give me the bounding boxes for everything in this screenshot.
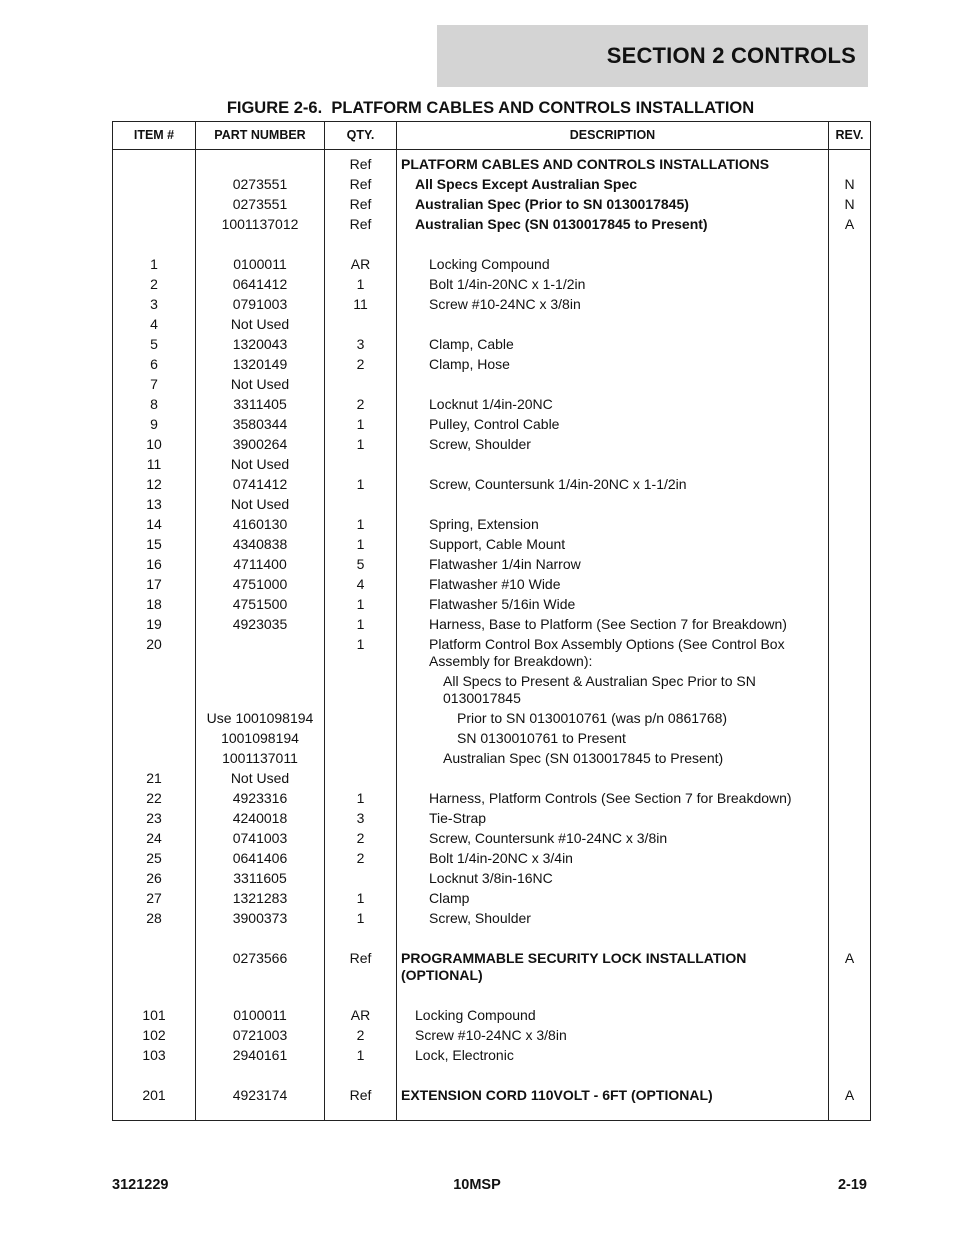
rev-cell	[829, 295, 871, 315]
part-number-cell: 4923316	[196, 789, 325, 809]
description-cell: SN 0130010761 to Present	[397, 729, 829, 749]
item-number-cell: 28	[113, 909, 196, 929]
description-cell	[397, 315, 829, 335]
qty-cell	[325, 375, 397, 395]
rev-cell	[829, 235, 871, 255]
part-number-cell: 0741412	[196, 475, 325, 495]
part-number-cell: 0641412	[196, 275, 325, 295]
part-number-cell: 3311605	[196, 869, 325, 889]
description-cell: Screw, Shoulder	[397, 909, 829, 929]
description-cell	[397, 235, 829, 255]
rev-cell	[829, 729, 871, 749]
qty-cell	[325, 1066, 397, 1086]
rev-cell	[829, 415, 871, 435]
table-row	[113, 215, 871, 235]
spacer-row	[113, 986, 871, 1006]
item-number-cell: 11	[113, 455, 196, 475]
table-row	[113, 555, 871, 575]
rev-cell	[829, 672, 871, 709]
part-number-cell: 2940161	[196, 1046, 325, 1066]
item-number-cell	[113, 986, 196, 1006]
rev-cell: A	[829, 215, 871, 235]
description-cell: All Specs Except Australian Spec	[397, 175, 829, 195]
item-number-cell: 12	[113, 475, 196, 495]
table-row	[113, 889, 871, 909]
item-number-cell: 8	[113, 395, 196, 415]
description-cell: Harness, Base to Platform (See Section 7 for Breakdown)	[397, 615, 829, 635]
rev-cell	[829, 749, 871, 769]
item-number-cell: 27	[113, 889, 196, 909]
qty-cell	[325, 986, 397, 1006]
table-row	[113, 829, 871, 849]
rev-cell	[829, 849, 871, 869]
part-number-cell: 0641406	[196, 849, 325, 869]
rev-cell: N	[829, 195, 871, 215]
footer-model: 10MSP	[453, 1177, 501, 1193]
table-row	[113, 455, 871, 475]
description-cell	[397, 986, 829, 1006]
description-cell: Prior to SN 0130010761 (was p/n 0861768)	[397, 709, 829, 729]
footer-page-number: 2-19	[837, 1177, 867, 1193]
rev-cell	[829, 150, 871, 175]
part-number-cell: 1001137012	[196, 215, 325, 235]
qty-cell: 1	[325, 789, 397, 809]
description-cell: Lock, Electronic	[397, 1046, 829, 1066]
qty-cell: 2	[325, 1026, 397, 1046]
table-row	[113, 749, 871, 769]
table-row	[113, 769, 871, 789]
qty-cell: 3	[325, 809, 397, 829]
table-row	[113, 435, 871, 455]
description-cell: Pulley, Control Cable	[397, 415, 829, 435]
part-number-cell: Not Used	[196, 495, 325, 515]
description-cell: Australian Spec (SN 0130017845 to Present)	[397, 215, 829, 235]
description-cell: Tie-Strap	[397, 809, 829, 829]
item-number-cell	[113, 215, 196, 235]
rev-cell	[829, 1026, 871, 1046]
item-number-cell: 101	[113, 1006, 196, 1026]
description-cell: PLATFORM CABLES AND CONTROLS INSTALLATIONS	[397, 150, 829, 175]
qty-cell	[325, 929, 397, 949]
description-cell: Platform Control Box Assembly Options (See Control Box Assembly for Breakdown):	[397, 635, 829, 672]
item-number-cell: 26	[113, 869, 196, 889]
rev-cell	[829, 335, 871, 355]
description-cell: Support, Cable Mount	[397, 535, 829, 555]
qty-cell: Ref	[325, 175, 397, 195]
qty-cell: 1	[325, 909, 397, 929]
table-row	[113, 1086, 871, 1121]
part-number-cell: 0273566	[196, 949, 325, 986]
description-cell: Clamp, Cable	[397, 335, 829, 355]
part-number-cell: 0100011	[196, 1006, 325, 1026]
qty-cell: Ref	[325, 1086, 397, 1121]
qty-cell	[325, 729, 397, 749]
qty-cell: 1	[325, 275, 397, 295]
column-header-item: ITEM #	[113, 122, 196, 150]
item-number-cell	[113, 672, 196, 709]
item-number-cell: 17	[113, 575, 196, 595]
description-cell: Locking Compound	[397, 1006, 829, 1026]
qty-cell: 1	[325, 635, 397, 672]
section-title: SECTION 2 CONTROLS	[606, 43, 856, 68]
table-row	[113, 495, 871, 515]
rev-cell	[829, 355, 871, 375]
description-cell: PROGRAMMABLE SECURITY LOCK INSTALLATION (OPTIONAL)	[397, 949, 829, 986]
qty-cell: 1	[325, 595, 397, 615]
description-cell: Locknut 3/8in-16NC	[397, 869, 829, 889]
description-cell	[397, 769, 829, 789]
item-number-cell: 103	[113, 1046, 196, 1066]
description-cell	[397, 1066, 829, 1086]
rev-cell: A	[829, 949, 871, 986]
item-number-cell	[113, 1066, 196, 1086]
item-number-cell: 10	[113, 435, 196, 455]
part-number-cell: 3311405	[196, 395, 325, 415]
item-number-cell: 21	[113, 769, 196, 789]
qty-cell: 1	[325, 615, 397, 635]
rev-cell	[829, 375, 871, 395]
table-row	[113, 709, 871, 729]
description-cell: Flatwasher #10 Wide	[397, 575, 829, 595]
rev-cell	[829, 1046, 871, 1066]
qty-cell	[325, 495, 397, 515]
description-cell: EXTENSION CORD 110VOLT - 6FT (OPTIONAL)	[397, 1086, 829, 1121]
rev-cell	[829, 475, 871, 495]
part-number-cell: 1001137011	[196, 749, 325, 769]
part-number-cell: 1321283	[196, 889, 325, 909]
table-row	[113, 150, 871, 175]
item-number-cell: 23	[113, 809, 196, 829]
table-row	[113, 415, 871, 435]
part-number-cell: 4711400	[196, 555, 325, 575]
table-row	[113, 315, 871, 335]
qty-cell	[325, 235, 397, 255]
qty-cell: 2	[325, 829, 397, 849]
qty-cell: 3	[325, 335, 397, 355]
table-row	[113, 615, 871, 635]
footer-doc-number: 3121229	[112, 1177, 169, 1193]
table-row	[113, 949, 871, 986]
description-cell	[397, 929, 829, 949]
parts-table-body	[113, 150, 871, 1121]
item-number-cell: 201	[113, 1086, 196, 1121]
qty-cell	[325, 315, 397, 335]
description-cell: Screw #10-24NC x 3/8in	[397, 1026, 829, 1046]
rev-cell	[829, 1066, 871, 1086]
rev-cell	[829, 986, 871, 1006]
qty-cell: 2	[325, 395, 397, 415]
rev-cell	[829, 829, 871, 849]
qty-cell	[325, 709, 397, 729]
part-number-cell	[196, 150, 325, 175]
description-cell: Clamp, Hose	[397, 355, 829, 375]
rev-cell	[829, 889, 871, 909]
part-number-cell: 0791003	[196, 295, 325, 315]
table-row	[113, 672, 871, 709]
description-cell: Screw, Countersunk #10-24NC x 3/8in	[397, 829, 829, 849]
rev-cell	[829, 495, 871, 515]
rev-cell	[829, 555, 871, 575]
item-number-cell: 20	[113, 635, 196, 672]
item-number-cell: 14	[113, 515, 196, 535]
description-cell: Clamp	[397, 889, 829, 909]
table-row	[113, 729, 871, 749]
description-cell: Locking Compound	[397, 255, 829, 275]
table-row	[113, 789, 871, 809]
rev-cell: N	[829, 175, 871, 195]
rev-cell	[829, 809, 871, 829]
item-number-cell: 2	[113, 275, 196, 295]
part-number-cell: 4240018	[196, 809, 325, 829]
part-number-cell: 4923174	[196, 1086, 325, 1121]
spacer-row	[113, 235, 871, 255]
qty-cell: Ref	[325, 195, 397, 215]
rev-cell	[829, 615, 871, 635]
table-row	[113, 809, 871, 829]
column-header-part-number: PART NUMBER	[196, 122, 325, 150]
item-number-cell	[113, 150, 196, 175]
table-row	[113, 849, 871, 869]
description-cell: Spring, Extension	[397, 515, 829, 535]
part-number-cell	[196, 986, 325, 1006]
item-number-cell	[113, 729, 196, 749]
part-number-cell: 0273551	[196, 195, 325, 215]
qty-cell: 11	[325, 295, 397, 315]
description-cell: Screw, Shoulder	[397, 435, 829, 455]
table-row	[113, 395, 871, 415]
qty-cell: 1	[325, 1046, 397, 1066]
item-number-cell	[113, 709, 196, 729]
qty-cell	[325, 672, 397, 709]
description-cell: Screw, Countersunk 1/4in-20NC x 1-1/2in	[397, 475, 829, 495]
item-number-cell: 19	[113, 615, 196, 635]
description-cell: Australian Spec (SN 0130017845 to Present)	[397, 749, 829, 769]
table-row	[113, 375, 871, 395]
description-cell: Bolt 1/4in-20NC x 1-1/2in	[397, 275, 829, 295]
part-number-cell	[196, 1066, 325, 1086]
rev-cell	[829, 395, 871, 415]
item-number-cell: 25	[113, 849, 196, 869]
item-number-cell	[113, 235, 196, 255]
description-cell: Flatwasher 5/16in Wide	[397, 595, 829, 615]
qty-cell: 1	[325, 475, 397, 495]
item-number-cell: 7	[113, 375, 196, 395]
item-number-cell	[113, 929, 196, 949]
item-number-cell: 18	[113, 595, 196, 615]
item-number-cell: 102	[113, 1026, 196, 1046]
part-number-cell	[196, 929, 325, 949]
table-row	[113, 909, 871, 929]
table-row	[113, 595, 871, 615]
qty-cell	[325, 869, 397, 889]
qty-cell: AR	[325, 255, 397, 275]
part-number-cell: Not Used	[196, 375, 325, 395]
table-row	[113, 1026, 871, 1046]
item-number-cell: 13	[113, 495, 196, 515]
rev-cell	[829, 315, 871, 335]
part-number-cell: 0741003	[196, 829, 325, 849]
part-number-cell: 4923035	[196, 615, 325, 635]
description-cell: Bolt 1/4in-20NC x 3/4in	[397, 849, 829, 869]
qty-cell	[325, 749, 397, 769]
qty-cell: 1	[325, 435, 397, 455]
section-header	[437, 25, 868, 87]
qty-cell: 4	[325, 575, 397, 595]
rev-cell	[829, 1006, 871, 1026]
table-row	[113, 1046, 871, 1066]
qty-cell: 2	[325, 355, 397, 375]
rev-cell	[829, 255, 871, 275]
rev-cell	[829, 515, 871, 535]
item-number-cell: 3	[113, 295, 196, 315]
item-number-cell: 9	[113, 415, 196, 435]
qty-cell: 2	[325, 849, 397, 869]
part-number-cell: 1001098194	[196, 729, 325, 749]
item-number-cell	[113, 175, 196, 195]
description-cell: Screw #10-24NC x 3/8in	[397, 295, 829, 315]
table-row	[113, 175, 871, 195]
qty-cell: AR	[325, 1006, 397, 1026]
part-number-cell: 4751000	[196, 575, 325, 595]
part-number-cell: 3580344	[196, 415, 325, 435]
table-row	[113, 255, 871, 275]
spacer-row	[113, 929, 871, 949]
qty-cell: Ref	[325, 215, 397, 235]
table-row	[113, 575, 871, 595]
rev-cell: A	[829, 1086, 871, 1121]
rev-cell	[829, 435, 871, 455]
table-row	[113, 535, 871, 555]
item-number-cell: 15	[113, 535, 196, 555]
table-row	[113, 195, 871, 215]
part-number-cell: 3900264	[196, 435, 325, 455]
column-header-rev: REV.	[829, 122, 871, 150]
description-cell: All Specs to Present & Australian Spec Prior to SN 0130017845	[397, 672, 829, 709]
table-row	[113, 635, 871, 672]
table-row	[113, 515, 871, 535]
part-number-cell: 1320149	[196, 355, 325, 375]
part-number-cell: 0721003	[196, 1026, 325, 1046]
part-number-cell	[196, 635, 325, 672]
rev-cell	[829, 709, 871, 729]
part-number-cell: Not Used	[196, 769, 325, 789]
rev-cell	[829, 455, 871, 475]
table-row	[113, 355, 871, 375]
description-cell	[397, 375, 829, 395]
rev-cell	[829, 929, 871, 949]
part-number-cell	[196, 235, 325, 255]
part-number-cell: 1320043	[196, 335, 325, 355]
item-number-cell: 24	[113, 829, 196, 849]
item-number-cell	[113, 949, 196, 986]
table-row	[113, 275, 871, 295]
rev-cell	[829, 275, 871, 295]
table-row	[113, 475, 871, 495]
description-cell	[397, 495, 829, 515]
item-number-cell	[113, 195, 196, 215]
part-number-cell: 3900373	[196, 909, 325, 929]
rev-cell	[829, 769, 871, 789]
description-cell: Harness, Platform Controls (See Section 7 for Breakdown)	[397, 789, 829, 809]
rev-cell	[829, 789, 871, 809]
table-header-row	[113, 122, 871, 150]
qty-cell: 1	[325, 515, 397, 535]
part-number-cell: 0273551	[196, 175, 325, 195]
qty-cell: 1	[325, 889, 397, 909]
rev-cell	[829, 635, 871, 672]
rev-cell	[829, 869, 871, 889]
rev-cell	[829, 909, 871, 929]
qty-cell: Ref	[325, 949, 397, 986]
part-number-cell	[196, 672, 325, 709]
table-row	[113, 295, 871, 315]
table-row	[113, 335, 871, 355]
rev-cell	[829, 595, 871, 615]
qty-cell: 1	[325, 535, 397, 555]
qty-cell: 5	[325, 555, 397, 575]
item-number-cell	[113, 749, 196, 769]
column-header-qty: QTY.	[325, 122, 397, 150]
description-cell: Flatwasher 1/4in Narrow	[397, 555, 829, 575]
qty-cell: 1	[325, 415, 397, 435]
part-number-cell: 4160130	[196, 515, 325, 535]
item-number-cell: 4	[113, 315, 196, 335]
item-number-cell: 16	[113, 555, 196, 575]
item-number-cell: 6	[113, 355, 196, 375]
item-number-cell: 22	[113, 789, 196, 809]
part-number-cell: 4751500	[196, 595, 325, 615]
spacer-row	[113, 1066, 871, 1086]
rev-cell	[829, 535, 871, 555]
qty-cell	[325, 455, 397, 475]
description-cell	[397, 455, 829, 475]
part-number-cell: Not Used	[196, 455, 325, 475]
part-number-cell: 4340838	[196, 535, 325, 555]
table-row	[113, 869, 871, 889]
rev-cell	[829, 575, 871, 595]
description-cell: Australian Spec (Prior to SN 0130017845)	[397, 195, 829, 215]
parts-table	[112, 121, 871, 1121]
description-cell: Locknut 1/4in-20NC	[397, 395, 829, 415]
qty-cell: Ref	[325, 150, 397, 175]
figure-title: FIGURE 2-6. PLATFORM CABLES AND CONTROLS INSTALLATION	[226, 99, 755, 117]
qty-cell	[325, 769, 397, 789]
column-header-description: DESCRIPTION	[397, 122, 829, 150]
table-row	[113, 1006, 871, 1026]
item-number-cell: 5	[113, 335, 196, 355]
part-number-cell: Not Used	[196, 315, 325, 335]
item-number-cell: 1	[113, 255, 196, 275]
part-number-cell: 0100011	[196, 255, 325, 275]
part-number-cell: Use 1001098194	[196, 709, 325, 729]
